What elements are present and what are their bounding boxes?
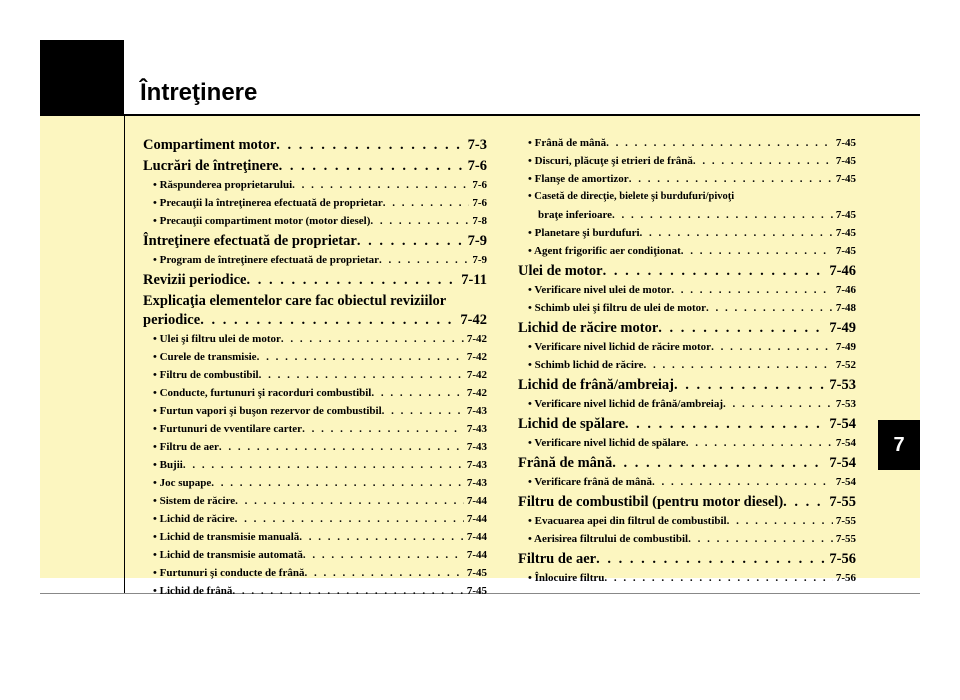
toc-page-number: 7-43: [466, 477, 487, 489]
toc-right-column: [518, 134, 856, 587]
toc-entry-label: • Sistem de răcire: [153, 495, 236, 507]
toc-page-number: 7-55: [835, 533, 856, 545]
toc-leader-dots: [688, 530, 833, 548]
toc-entry-label: • Program de întreţinere efectuată de proprietar: [153, 254, 380, 266]
toc-entry-label: • Schimb ulei şi filtru de ulei de motor: [528, 302, 707, 314]
toc-entry[interactable]: [518, 152, 856, 170]
toc-leader-dots: [686, 434, 833, 452]
toc-page-number: 7-3: [467, 137, 487, 153]
toc-page-number: 7-43: [466, 405, 487, 417]
toc-leader-dots: [604, 569, 832, 587]
toc-section-entry[interactable]: [518, 454, 856, 473]
toc-page-number: 7-6: [472, 197, 487, 209]
toc-section-entry[interactable]: [143, 157, 487, 176]
toc-entry-label: • Lichid de răcire: [153, 513, 235, 525]
toc-entry-label: • Verificare nivel lichid de spălare: [528, 437, 686, 449]
toc-page-number: 7-43: [466, 441, 487, 453]
toc-page-number: 7-42: [466, 351, 487, 363]
toc-entry-label: • Bujii: [153, 459, 183, 471]
toc-leader-dots: [276, 136, 464, 155]
toc-entry[interactable]: [143, 564, 487, 582]
toc-section-entry[interactable]: [518, 376, 856, 395]
toc-page-number: 7-56: [835, 572, 856, 584]
toc-entry-label: • Lichid de frână: [153, 585, 233, 597]
toc-section-entry[interactable]: [143, 232, 487, 251]
toc-page-number: 7-43: [466, 423, 487, 435]
toc-leader-dots: [652, 473, 833, 491]
toc-page-number: 7-45: [835, 173, 856, 185]
toc-leader-dots: [299, 528, 464, 546]
toc-entry-label: • Ulei şi filtru ulei de motor: [153, 333, 281, 345]
toc-entry-label: • Joc supape: [153, 477, 212, 489]
toc-leader-dots: [625, 415, 827, 434]
toc-entry-label: • Casetă de direcţie, bielete şi burdufuri/pivoţi: [528, 191, 735, 202]
toc-entry-label: Compartiment motor: [143, 137, 277, 153]
toc-page-number: 7-42: [466, 387, 487, 399]
toc-page-number: 7-54: [829, 416, 856, 432]
toc-leader-dots: [643, 356, 832, 374]
toc-entry[interactable]: [518, 242, 856, 260]
toc-page-number: 7-49: [835, 341, 856, 353]
toc-section-entry[interactable]: [518, 493, 856, 512]
toc-page-number: 7-53: [835, 398, 856, 410]
toc-entry[interactable]: [518, 530, 856, 548]
toc-leader-dots: [257, 348, 464, 366]
toc-leader-dots: [606, 134, 833, 152]
toc-entry[interactable]: [518, 281, 856, 299]
toc-entry-label: • Aerisirea filtrului de combustibil: [528, 533, 689, 545]
toc-entry[interactable]: [518, 512, 856, 530]
toc-entry[interactable]: [143, 492, 487, 510]
toc-leader-dots: [370, 212, 469, 230]
toc-entry[interactable]: [143, 420, 487, 438]
toc-entry-label: • Verificare nivel ulei de motor: [528, 284, 672, 296]
toc-leader-dots: [379, 251, 469, 269]
toc-entry[interactable]: [143, 528, 487, 546]
toc-leader-dots: [200, 311, 457, 330]
toc-entry-label: • Schimb lichid de răcire: [528, 359, 644, 371]
toc-leader-dots: [292, 176, 469, 194]
toc-section-entry[interactable]: [143, 136, 487, 155]
toc-entry-line: [143, 292, 487, 311]
toc-leader-dots: [382, 402, 464, 420]
toc-page-number: 7-56: [829, 551, 856, 567]
toc-entry-label: • Precauţii compartiment motor (motor diesel): [153, 215, 371, 227]
toc-entry-label: • Curele de transmisie: [153, 351, 257, 363]
toc-entry[interactable]: [518, 434, 856, 452]
toc-entry[interactable]: [518, 206, 856, 224]
toc-page-number: 7-44: [466, 531, 487, 543]
toc-entry-label: • Frână de mână: [528, 137, 607, 149]
toc-page-number: 7-9: [467, 233, 487, 249]
toc-entry[interactable]: [143, 456, 487, 474]
toc-leader-dots: [235, 492, 464, 510]
toc-entry[interactable]: [518, 134, 856, 152]
toc-section-entry[interactable]: [518, 319, 856, 338]
toc-entry[interactable]: [143, 402, 487, 420]
toc-leader-dots: [603, 262, 827, 281]
toc-entry[interactable]: [518, 338, 856, 356]
toc-page-number: 7-54: [829, 455, 856, 471]
toc-entry[interactable]: [143, 194, 487, 212]
toc-entry-label: • Înlocuire filtru: [528, 572, 605, 584]
header-black-block: [40, 40, 124, 116]
toc-page-number: 7-45: [835, 137, 856, 149]
toc-page-number: 7-9: [472, 254, 487, 266]
toc-leader-dots: [711, 338, 833, 356]
toc-entry-label: • Verificare frână de mână: [528, 476, 653, 488]
toc-entry-label: • Furtunuri şi conducte de frână: [153, 567, 305, 579]
toc-page-number: 7-45: [835, 155, 856, 167]
toc-page-number: 7-44: [466, 495, 487, 507]
toc-page-number: 7-45: [466, 585, 487, 597]
toc-entry[interactable]: [143, 330, 487, 348]
toc-leader-dots: [183, 456, 464, 474]
toc-entry[interactable]: [143, 474, 487, 492]
toc-page-number: 7-42: [466, 333, 487, 345]
toc-entry-label: • Furtunuri de vventilare carter: [153, 423, 303, 435]
toc-leader-dots: [383, 194, 470, 212]
toc-page-number: 7-8: [472, 215, 487, 227]
toc-leader-dots: [706, 299, 833, 317]
toc-entry-line: [518, 188, 856, 206]
toc-entry[interactable]: [518, 224, 856, 242]
toc-entry[interactable]: [143, 384, 487, 402]
toc-leader-dots: [723, 395, 833, 413]
toc-entry-label: • Verificare nivel lichid de frână/ambreiaj: [528, 398, 724, 410]
toc-page-number: 7-49: [829, 320, 856, 336]
toc-page-number: 7-6: [467, 158, 487, 174]
toc-entry-label: Lucrări de întreţinere: [143, 158, 279, 174]
toc-entry[interactable]: [143, 438, 487, 456]
toc-leader-dots: [612, 454, 826, 473]
toc-page-number: 7-54: [835, 476, 856, 488]
toc-entry[interactable]: [143, 311, 487, 330]
toc-entry-label: Explicaţia elementelor care fac obiectul reviziilor: [143, 293, 447, 309]
toc-entry[interactable]: [143, 212, 487, 230]
toc-entry[interactable]: [518, 356, 856, 374]
toc-entry-label: • Filtru de combustibil: [153, 369, 259, 381]
toc-entry-label: • Lichid de transmisie manuală: [153, 531, 300, 543]
toc-entry[interactable]: [143, 582, 487, 600]
toc-entry-label: Lichid de frână/ambreiaj: [518, 377, 675, 393]
toc-page-number: 7-43: [466, 459, 487, 471]
toc-entry-label: Întreţinere efectuată de proprietar: [143, 233, 357, 249]
toc-section-entry[interactable]: [518, 415, 856, 434]
toc-leader-dots: [259, 366, 464, 384]
toc-entry[interactable]: [518, 170, 856, 188]
toc-leader-dots: [279, 157, 465, 176]
toc-leader-dots: [302, 420, 464, 438]
toc-leader-dots: [219, 438, 464, 456]
toc-leader-dots: [281, 330, 464, 348]
toc-page-number: 7-46: [829, 263, 856, 279]
toc-entry-label: • Planetare şi burdufuri: [528, 227, 640, 239]
toc-page-number: 7-44: [466, 549, 487, 561]
toc-entry-label: • Răspunderea proprietarului: [153, 179, 293, 191]
toc-entry[interactable]: [518, 395, 856, 413]
toc-entry-label: Frână de mână: [518, 455, 613, 471]
toc-leader-dots: [235, 510, 464, 528]
toc-entry-label: • Flanşe de amortizor: [528, 173, 629, 185]
toc-entry-label: Ulei de motor: [518, 263, 603, 279]
toc-entry-label: Filtru de aer: [518, 551, 597, 567]
toc-page-number: 7-42: [460, 312, 487, 328]
toc-leader-dots: [232, 582, 463, 600]
toc-leader-dots: [371, 384, 463, 402]
toc-leader-dots: [612, 206, 833, 224]
toc-entry[interactable]: [143, 251, 487, 269]
toc-page-number: 7-52: [835, 359, 856, 371]
margin-line: [124, 116, 125, 594]
toc-entry-label: • Furtun vapori şi buşon rezervor de combustibil: [153, 405, 382, 417]
toc-page-number: 7-46: [835, 284, 856, 296]
toc-entry-label: • Precauţii la întreţinerea efectuată de proprietar: [153, 197, 383, 209]
toc-leader-dots: [303, 546, 464, 564]
page-title: Întreţinere: [140, 79, 258, 106]
toc-page-number: 7-55: [829, 494, 856, 510]
toc-leader-dots: [674, 376, 826, 395]
toc-entry-label: Lichid de răcire motor: [518, 320, 659, 336]
toc-entry[interactable]: [518, 473, 856, 491]
toc-leader-dots: [693, 152, 833, 170]
toc-page-number: 7-48: [835, 302, 856, 314]
toc-section-entry[interactable]: [518, 550, 856, 569]
toc-page-number: 7-42: [466, 369, 487, 381]
toc-leader-dots: [727, 512, 833, 530]
toc-leader-dots: [783, 493, 826, 512]
toc-entry-label: • Verificare nivel lichid de răcire motor: [528, 341, 712, 353]
toc-entry[interactable]: [143, 176, 487, 194]
toc-entry-label: Filtru de combustibil (pentru motor diesel): [518, 494, 784, 510]
toc-entry-label: Revizii periodice: [143, 272, 247, 288]
toc-entry-label: • Discuri, plăcuţe şi etrieri de frână: [528, 155, 693, 167]
toc-entry-label: • Evacuarea apei din filtrul de combustibil: [528, 515, 727, 527]
toc-entry-label: • Lichid de transmisie automată: [153, 549, 303, 561]
toc-leader-dots: [658, 319, 826, 338]
toc-page-number: 7-54: [835, 437, 856, 449]
toc-leader-dots: [671, 281, 833, 299]
toc-leader-dots: [357, 232, 465, 251]
toc-entry-label: Lichid de spălare: [518, 416, 625, 432]
toc-leader-dots: [629, 170, 833, 188]
chapter-tab[interactable]: 7: [878, 420, 920, 470]
toc-entry[interactable]: [518, 299, 856, 317]
toc-leader-dots: [304, 564, 463, 582]
toc-entry[interactable]: [143, 546, 487, 564]
toc-section-entry[interactable]: [143, 271, 487, 290]
toc-leader-dots: [640, 224, 833, 242]
toc-section-entry[interactable]: [518, 262, 856, 281]
toc-entry[interactable]: [518, 569, 856, 587]
toc-entry-label: periodice: [143, 312, 201, 328]
toc-page-number: 7-6: [472, 179, 487, 191]
toc-entry[interactable]: [143, 348, 487, 366]
toc-entry-label: • Conducte, furtunuri şi racorduri combustibil: [153, 387, 372, 399]
toc-left-column: [143, 134, 487, 600]
toc-page-number: 7-45: [835, 209, 856, 221]
toc-entry-label: • Filtru de aer: [153, 441, 219, 453]
toc-leader-dots: [211, 474, 464, 492]
toc-page-number: 7-53: [829, 377, 856, 393]
toc-leader-dots: [246, 271, 458, 290]
toc-leader-dots: [681, 242, 833, 260]
toc-entry[interactable]: [143, 510, 487, 528]
toc-entry[interactable]: [143, 366, 487, 384]
toc-page-number: 7-45: [835, 227, 856, 239]
toc-page-number: 7-11: [461, 272, 487, 288]
toc-leader-dots: [596, 550, 826, 569]
toc-page-number: 7-55: [835, 515, 856, 527]
toc-page-number: 7-45: [835, 245, 856, 257]
toc-entry-label: • Agent frigorific aer condiţionat: [528, 245, 681, 257]
toc-page-number: 7-45: [466, 567, 487, 579]
toc-entry-label: braţe inferioare: [538, 209, 613, 221]
toc-page-number: 7-44: [466, 513, 487, 525]
